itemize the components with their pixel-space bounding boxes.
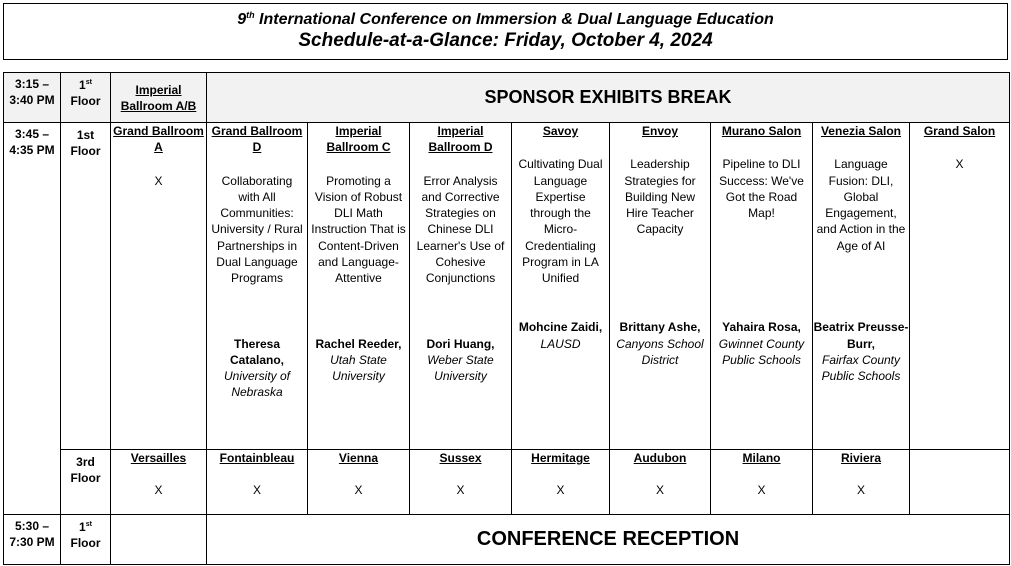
room-cell (610, 450, 711, 515)
speaker-name: Theresa Catalano, (229, 336, 284, 367)
room-name: Versailles (130, 451, 187, 465)
speaker-affiliation: Fairfax County Public Schools (821, 352, 901, 384)
session-title: Collaborating with All Communities: University / Rural Partnerships in Dual Language Programs (211, 173, 303, 286)
room-name: Imperial Ballroom C (326, 124, 391, 155)
room-name: Fontainbleau (219, 451, 295, 465)
room-cell (813, 450, 910, 515)
room-cell (207, 450, 308, 515)
speaker-name: Dori Huang, (426, 336, 495, 351)
room-name: Riviera (840, 451, 882, 465)
conference-title (4, 10, 1007, 29)
room-cell (111, 450, 207, 515)
room-name: Imperial Ballroom A/B (120, 83, 197, 114)
session-title: Leadership Strategies for Building New Hire Teacher Capacity (624, 157, 696, 237)
speaker-name: Brittany Ashe, (619, 320, 701, 335)
conference-number: 9 (237, 11, 247, 28)
room-value: X (655, 483, 664, 498)
session-title: Error Analysis and Corrective Strategies on Chinese DLI Learner's Use of Cohesive Conjunctions (416, 173, 505, 286)
room-cell (410, 450, 512, 515)
room-name: Grand Ballroom A (113, 124, 204, 155)
room-name: Vienna (338, 451, 379, 465)
session-cell (207, 123, 308, 450)
empty-cell (111, 515, 207, 565)
session-cell (610, 123, 711, 450)
session-title: Cultivating Dual Language Expertise through the Micro-Credentialing Program in LA Unified (518, 157, 603, 286)
room-cell (111, 73, 207, 123)
time-cell: 5:30 – 7:30 PM (4, 515, 61, 565)
session-cell (711, 123, 813, 450)
room-name: Grand Ballroom D (211, 124, 303, 155)
time-cell: 3:15 – 3:40 PM (4, 73, 61, 123)
schedule-table (3, 72, 1010, 565)
floor-cell: 1st Floor (61, 515, 111, 565)
session-cell (512, 123, 610, 450)
conference-number-suffix: th (246, 10, 255, 20)
speaker-affiliation: Gwinnet County Public Schools (718, 336, 805, 367)
room-name: Sussex (439, 451, 482, 465)
room-name: Murano Salon (721, 124, 802, 138)
session-title: Language Fusion: DLI, Global Engagement, and Action in the Age of AI (816, 157, 906, 253)
session-title: Pipeline to DLI Success: We've Got the Road Map! (719, 157, 804, 221)
row-sponsor-break (4, 73, 1010, 123)
room-name: Milano (742, 451, 781, 465)
speaker-affiliation: Utah State University (330, 352, 387, 384)
sponsor-exhibits-banner: SPONSOR EXHIBITS BREAK (207, 73, 1010, 123)
room-cell (512, 450, 610, 515)
room-name: Grand Salon (923, 124, 996, 138)
session-title: Promoting a Vision of Robust DLI Math Instruction That is Content-Driven and Language-Attentive (311, 173, 406, 286)
room-name: Imperial Ballroom D (428, 124, 493, 155)
speaker-affiliation: University of Nebraska (223, 369, 291, 400)
room-value: X (154, 483, 163, 498)
session-cell (910, 123, 1010, 450)
room-value: X (757, 483, 766, 498)
floor-cell: 3rd Floor (61, 450, 111, 515)
speaker-name: Beatrix Preusse-Burr, (813, 320, 909, 351)
room-value: X (556, 483, 565, 498)
time-cell: 3:45 – 4:35 PM (4, 123, 61, 515)
room-value: X (856, 483, 865, 498)
conference-name: International Conference on Immersion & Dual Language Education (254, 11, 774, 28)
floor-cell: 1st Floor (61, 73, 111, 123)
session-title: X (154, 173, 163, 188)
floor-cell: 1st Floor (61, 123, 111, 450)
room-name: Hermitage (531, 451, 590, 465)
row-sessions-first-floor (4, 123, 1010, 450)
empty-cell (910, 450, 1010, 515)
session-cell (813, 123, 910, 450)
session-cell (111, 123, 207, 450)
schedule-subtitle: Schedule-at-a-Glance: Friday, October 4, 2024 (298, 30, 713, 51)
room-value: X (252, 483, 261, 498)
row-third-floor (4, 450, 1010, 515)
speaker-name: Yahaira Rosa, (722, 320, 801, 335)
session-title: X (955, 157, 964, 172)
room-cell (308, 450, 410, 515)
speaker-affiliation: Canyons School District (616, 336, 704, 367)
session-cell (410, 123, 512, 450)
row-conference-reception (4, 515, 1010, 565)
session-cell (308, 123, 410, 450)
room-name: Savoy (542, 124, 579, 138)
room-name: Venezia Salon (820, 124, 902, 138)
room-cell (711, 450, 813, 515)
speaker-affiliation: LAUSD (540, 336, 581, 351)
room-value: X (456, 483, 465, 498)
conference-reception-banner: CONFERENCE RECEPTION (207, 515, 1010, 565)
speaker-affiliation: Weber State University (427, 352, 494, 384)
room-name: Audubon (633, 451, 687, 465)
speaker-name: Mohcine Zaidi, (518, 320, 603, 335)
schedule-header (3, 3, 1008, 60)
speaker-name: Rachel Reeder, (315, 336, 402, 351)
room-name: Envoy (641, 124, 678, 138)
room-value: X (354, 483, 363, 498)
